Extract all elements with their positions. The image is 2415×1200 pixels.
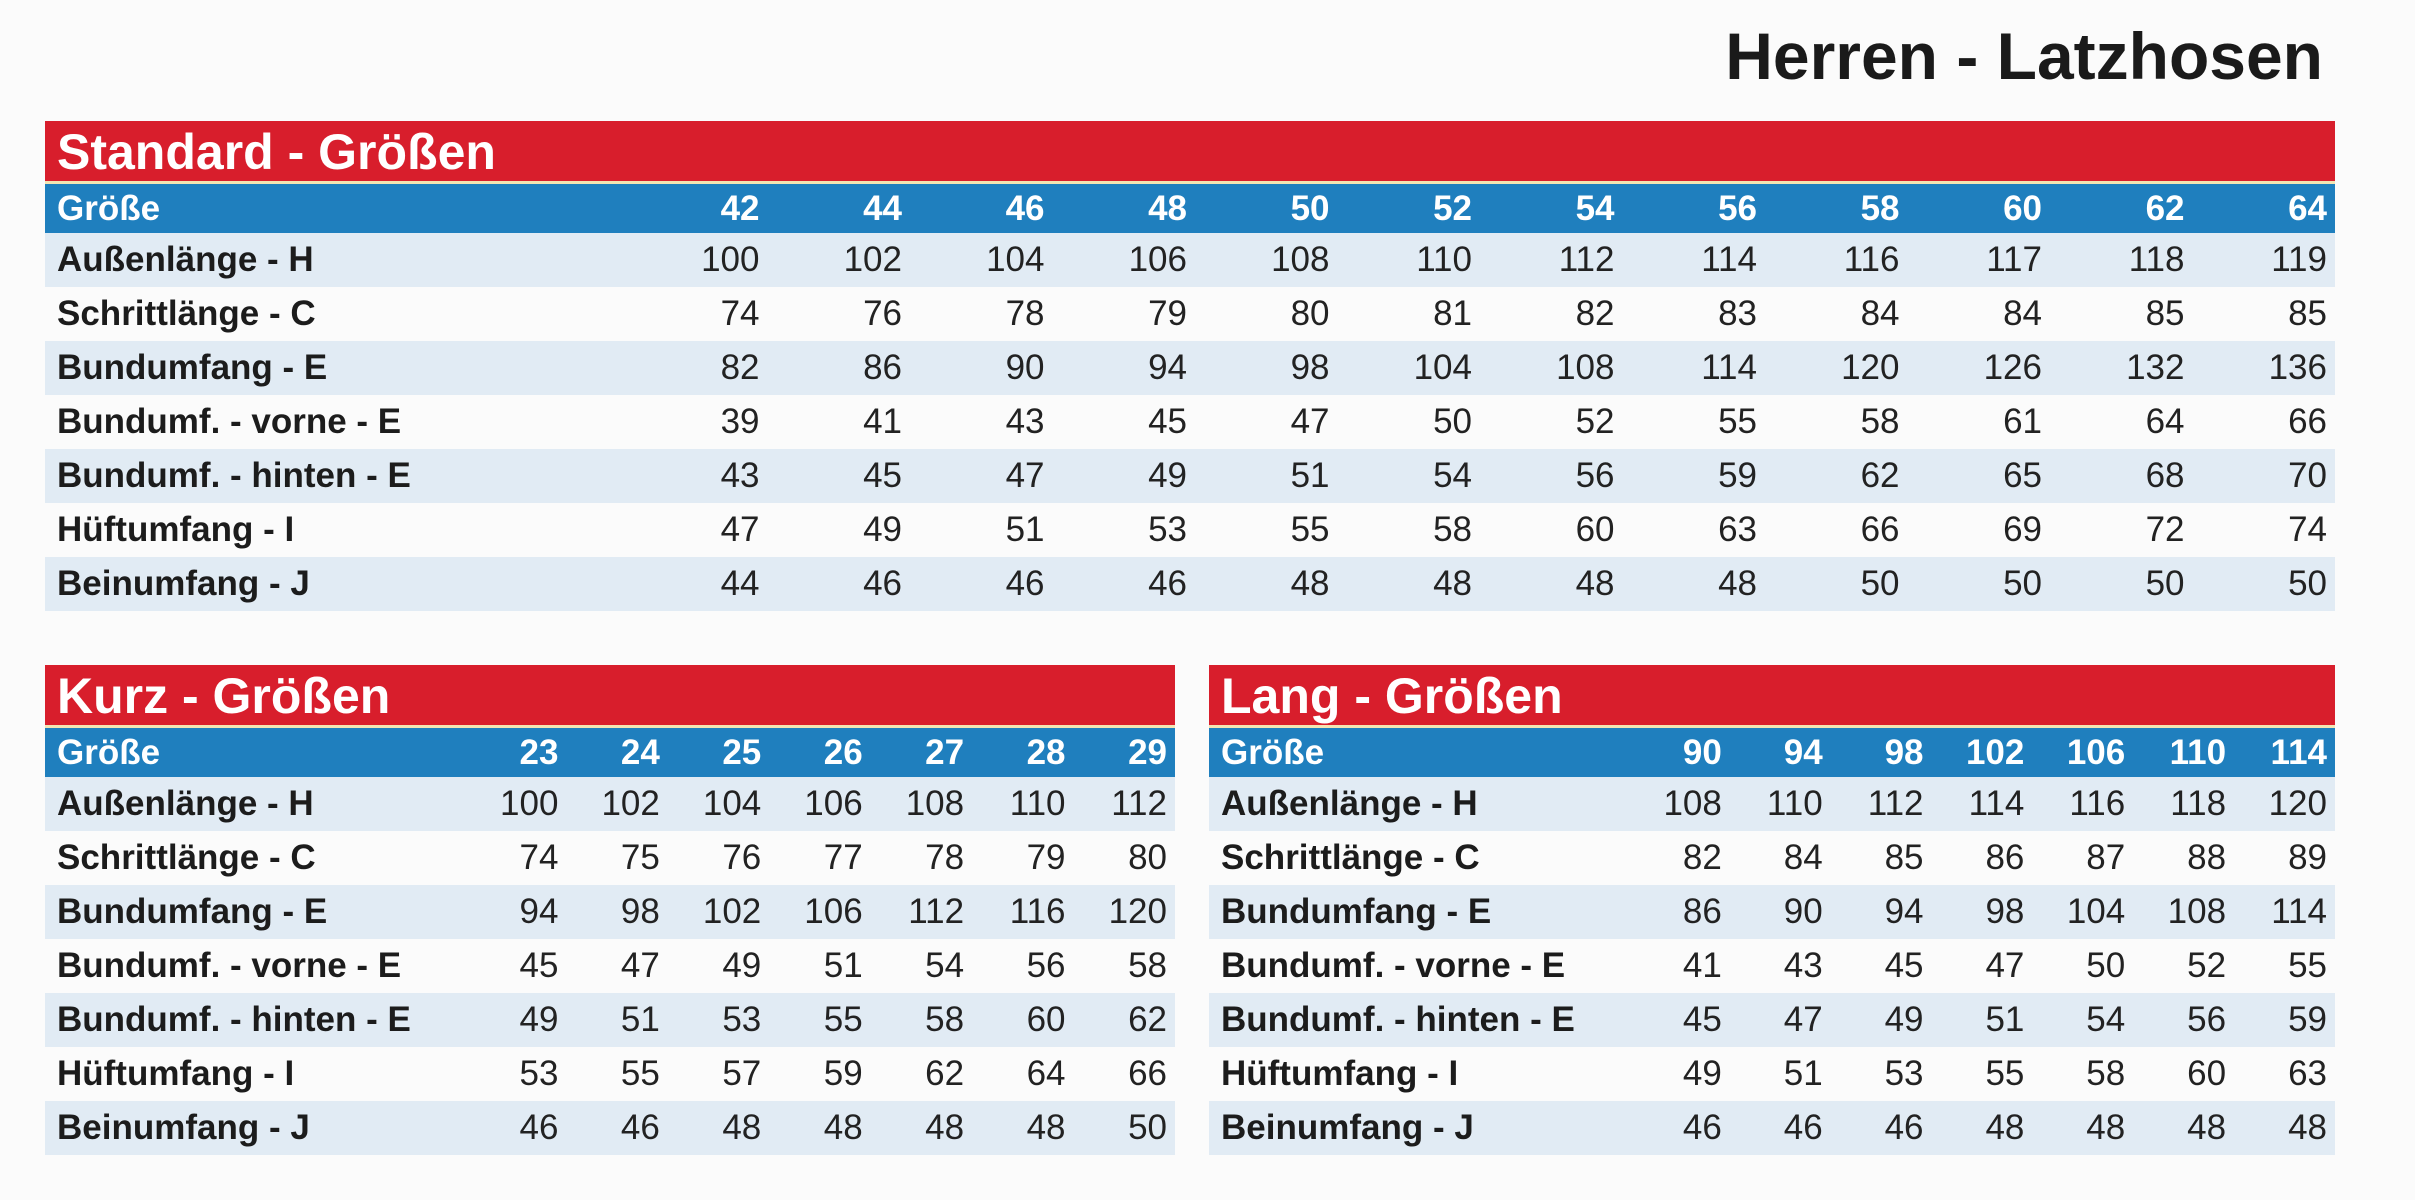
measurement-value: 84 <box>2003 294 2042 333</box>
measurement-value: 62 <box>1860 456 1900 495</box>
size-column-header: 24 <box>620 732 660 772</box>
measurement-value: 118 <box>2128 240 2185 279</box>
measurement-value: 69 <box>2003 510 2042 549</box>
measurement-value: 85 <box>2145 294 2185 333</box>
measurement-value: 70 <box>2288 456 2327 495</box>
measurement-value: 108 <box>2167 892 2227 931</box>
measurement-value: 51 <box>1290 456 1330 495</box>
measurement-label: Außenlänge - H <box>1221 784 1478 823</box>
measurement-label: Bundumf. - hinten - E <box>1221 1000 1575 1039</box>
size-column-header: 56 <box>1718 188 1757 228</box>
measurement-value: 114 <box>1701 240 1757 279</box>
measurement-value: 66 <box>2288 402 2327 441</box>
measurement-value: 52 <box>1575 402 1615 441</box>
measurement-value: 53 <box>1884 1054 1924 1093</box>
measurement-label: Beinumfang - J <box>57 1108 310 1147</box>
measurement-label: Außenlänge - H <box>57 240 314 279</box>
measurement-value: 120 <box>1841 348 1900 387</box>
table-row <box>45 831 1175 885</box>
measurement-label: Bundumf. - vorne - E <box>57 946 402 985</box>
measurement-value: 90 <box>1005 348 1045 387</box>
measurement-value: 86 <box>1985 838 2025 877</box>
measurement-value: 89 <box>2288 838 2327 877</box>
measurement-value: 117 <box>1986 240 2042 279</box>
measurement-value: 39 <box>720 402 760 441</box>
short-size-table <box>45 665 1175 1155</box>
table-heading: Lang - Größen <box>1209 665 2335 728</box>
measurement-value: 46 <box>620 1108 660 1147</box>
standard-size-table <box>45 121 2335 611</box>
size-grid <box>45 184 2335 611</box>
measurement-value: 74 <box>720 294 760 333</box>
measurement-value: 116 <box>1009 892 1066 931</box>
measurement-value: 48 <box>1575 564 1615 603</box>
measurement-value: 100 <box>500 784 559 823</box>
measurement-value: 82 <box>1682 838 1722 877</box>
measurement-value: 86 <box>1682 892 1722 931</box>
measurement-value: 104 <box>1413 348 1472 387</box>
measurement-value: 52 <box>2187 946 2227 985</box>
measurement-value: 119 <box>2271 240 2327 279</box>
measurement-label: Beinumfang - J <box>57 564 310 603</box>
measurement-label: Bundumf. - vorne - E <box>57 402 402 441</box>
measurement-value: 45 <box>1682 1000 1722 1039</box>
measurement-label: Schrittlänge - C <box>57 294 316 333</box>
size-column-header: 102 <box>1965 732 2025 772</box>
measurement-value: 61 <box>2003 402 2042 441</box>
measurement-value: 94 <box>519 892 559 931</box>
measurement-value: 60 <box>1575 510 1615 549</box>
table-heading: Kurz - Größen <box>45 665 1175 728</box>
measurement-value: 55 <box>1290 510 1330 549</box>
measurement-value: 46 <box>1682 1108 1722 1147</box>
table-row <box>1209 885 2335 939</box>
table-row <box>1209 1047 2335 1101</box>
measurement-value: 56 <box>1575 456 1615 495</box>
measurement-value: 58 <box>925 1000 965 1039</box>
measurement-value: 55 <box>823 1000 863 1039</box>
measurement-value: 51 <box>823 946 863 985</box>
measurement-value: 65 <box>2003 456 2042 495</box>
measurement-value: 48 <box>925 1108 965 1147</box>
measurement-value: 106 <box>1128 240 1187 279</box>
measurement-value: 132 <box>2126 348 2185 387</box>
table-row <box>45 233 2335 287</box>
measurement-value: 48 <box>722 1108 762 1147</box>
measurement-value: 49 <box>1884 1000 1924 1039</box>
measurement-value: 49 <box>863 510 902 549</box>
table-row <box>45 503 2335 557</box>
measurement-value: 116 <box>1843 240 1900 279</box>
measurement-value: 58 <box>1128 946 1167 985</box>
measurement-value: 48 <box>1433 564 1472 603</box>
measurement-value: 108 <box>1556 348 1615 387</box>
measurement-value: 49 <box>1148 456 1187 495</box>
measurement-value: 48 <box>2086 1108 2126 1147</box>
measurement-value: 55 <box>1985 1054 2025 1093</box>
size-header-label: Größe <box>57 732 161 772</box>
measurement-value: 76 <box>863 294 902 333</box>
measurement-value: 59 <box>823 1054 863 1093</box>
measurement-label: Hüftumfang - I <box>1221 1054 1459 1093</box>
measurement-value: 46 <box>1005 564 1045 603</box>
measurement-value: 78 <box>925 838 965 877</box>
measurement-value: 54 <box>2086 1000 2126 1039</box>
measurement-value: 84 <box>1783 838 1823 877</box>
measurement-label: Bundumf. - hinten - E <box>57 1000 411 1039</box>
measurement-label: Bundumfang - E <box>57 348 328 387</box>
measurement-value: 84 <box>1860 294 1900 333</box>
measurement-value: 48 <box>1290 564 1330 603</box>
table-row <box>1209 831 2335 885</box>
measurement-value: 114 <box>1701 348 1757 387</box>
measurement-value: 62 <box>1128 1000 1167 1039</box>
measurement-value: 45 <box>1884 946 1924 985</box>
measurement-label: Bundumfang - E <box>1221 892 1492 931</box>
table-row <box>45 885 1175 939</box>
measurement-value: 81 <box>1433 294 1472 333</box>
size-column-header: 27 <box>925 732 965 772</box>
measurement-value: 106 <box>804 892 863 931</box>
size-column-header: 62 <box>2145 188 2185 228</box>
table-row <box>1209 993 2335 1047</box>
table-heading: Standard - Größen <box>45 121 2335 184</box>
measurement-value: 85 <box>1884 838 1924 877</box>
measurement-value: 50 <box>2003 564 2042 603</box>
measurement-label: Hüftumfang - I <box>57 1054 295 1093</box>
measurement-value: 64 <box>2145 402 2185 441</box>
measurement-value: 112 <box>1111 784 1167 823</box>
measurement-value: 43 <box>1005 402 1045 441</box>
measurement-value: 50 <box>1433 402 1472 441</box>
size-column-header: 28 <box>1026 732 1066 772</box>
measurement-value: 102 <box>702 892 762 931</box>
size-grid <box>45 728 1175 1155</box>
size-column-header: 48 <box>1148 188 1187 228</box>
measurement-value: 46 <box>1884 1108 1924 1147</box>
measurement-value: 51 <box>1005 510 1045 549</box>
size-column-header: 106 <box>2066 732 2126 772</box>
measurement-value: 51 <box>1985 1000 2025 1039</box>
measurement-value: 45 <box>863 456 902 495</box>
page-title: Herren - Latzhosen <box>1725 19 2323 93</box>
table-row <box>45 993 1175 1047</box>
measurement-label: Beinumfang - J <box>1221 1108 1474 1147</box>
measurement-value: 47 <box>1985 946 2025 985</box>
measurement-value: 78 <box>1005 294 1045 333</box>
measurement-value: 98 <box>1290 348 1330 387</box>
table-row <box>1209 1101 2335 1155</box>
measurement-value: 47 <box>1783 1000 1823 1039</box>
measurement-value: 59 <box>1718 456 1757 495</box>
measurement-value: 88 <box>2187 838 2227 877</box>
measurement-value: 108 <box>1271 240 1330 279</box>
measurement-value: 57 <box>722 1054 762 1093</box>
measurement-value: 43 <box>1783 946 1823 985</box>
size-header-label: Größe <box>57 188 161 228</box>
measurement-value: 56 <box>2187 1000 2227 1039</box>
table-row <box>1209 777 2335 831</box>
size-header-label: Größe <box>1221 732 1325 772</box>
measurement-value: 98 <box>1985 892 2025 931</box>
measurement-label: Hüftumfang - I <box>57 510 295 549</box>
measurement-value: 79 <box>1148 294 1187 333</box>
measurement-value: 74 <box>519 838 559 877</box>
size-column-header: 94 <box>1783 732 1823 772</box>
measurement-value: 94 <box>1884 892 1924 931</box>
measurement-value: 41 <box>1682 946 1722 985</box>
measurement-value: 64 <box>1026 1054 1066 1093</box>
measurement-value: 46 <box>519 1108 559 1147</box>
table-row <box>45 939 1175 993</box>
table-row <box>45 557 2335 611</box>
size-column-header: 44 <box>863 188 902 228</box>
size-column-header: 90 <box>1682 732 1722 772</box>
measurement-value: 120 <box>2268 784 2327 823</box>
measurement-value: 68 <box>2145 456 2185 495</box>
size-column-header: 50 <box>1290 188 1330 228</box>
measurement-value: 104 <box>2066 892 2126 931</box>
size-column-header: 114 <box>2270 732 2327 772</box>
size-column-header: 23 <box>519 732 559 772</box>
measurement-value: 47 <box>1290 402 1330 441</box>
measurement-label: Schrittlänge - C <box>1221 838 1480 877</box>
measurement-value: 126 <box>1983 348 2042 387</box>
measurement-value: 46 <box>1148 564 1187 603</box>
measurement-value: 59 <box>2288 1000 2327 1039</box>
measurement-value: 55 <box>620 1054 660 1093</box>
measurement-value: 86 <box>863 348 902 387</box>
measurement-value: 62 <box>925 1054 965 1093</box>
measurement-value: 60 <box>2187 1054 2227 1093</box>
measurement-value: 104 <box>986 240 1045 279</box>
measurement-value: 54 <box>925 946 965 985</box>
measurement-value: 74 <box>2288 510 2327 549</box>
measurement-value: 63 <box>1718 510 1757 549</box>
measurement-value: 75 <box>620 838 660 877</box>
measurement-value: 50 <box>1128 1108 1167 1147</box>
measurement-value: 58 <box>1860 402 1900 441</box>
measurement-value: 53 <box>722 1000 762 1039</box>
measurement-value: 47 <box>720 510 760 549</box>
measurement-value: 43 <box>720 456 760 495</box>
measurement-value: 66 <box>1860 510 1900 549</box>
measurement-value: 55 <box>1718 402 1757 441</box>
size-column-header: 42 <box>720 188 760 228</box>
measurement-value: 98 <box>620 892 660 931</box>
header-row <box>45 728 1175 777</box>
measurement-value: 72 <box>2145 510 2185 549</box>
measurement-value: 55 <box>2288 946 2327 985</box>
measurement-value: 50 <box>1860 564 1900 603</box>
measurement-value: 90 <box>1783 892 1823 931</box>
measurement-value: 136 <box>2268 348 2327 387</box>
size-column-header: 54 <box>1575 188 1615 228</box>
measurement-value: 112 <box>1867 784 1924 823</box>
measurement-value: 116 <box>2069 784 2126 823</box>
measurement-value: 66 <box>1128 1054 1167 1093</box>
measurement-value: 106 <box>804 784 863 823</box>
measurement-value: 45 <box>1148 402 1187 441</box>
measurement-value: 48 <box>823 1108 863 1147</box>
size-column-header: 46 <box>1005 188 1045 228</box>
table-row <box>1209 939 2335 993</box>
measurement-value: 102 <box>601 784 660 823</box>
measurement-value: 120 <box>1108 892 1167 931</box>
measurement-label: Bundumf. - vorne - E <box>1221 946 1566 985</box>
measurement-value: 50 <box>2145 564 2185 603</box>
size-grid <box>1209 728 2335 1155</box>
measurement-value: 100 <box>701 240 760 279</box>
measurement-value: 48 <box>1985 1108 2025 1147</box>
measurement-value: 80 <box>1290 294 1330 333</box>
measurement-value: 110 <box>1009 784 1066 823</box>
measurement-value: 49 <box>519 1000 559 1039</box>
size-column-header: 110 <box>2169 732 2227 772</box>
measurement-value: 48 <box>2288 1108 2327 1147</box>
measurement-value: 46 <box>863 564 902 603</box>
size-column-header: 98 <box>1884 732 1924 772</box>
size-column-header: 58 <box>1860 188 1900 228</box>
measurement-value: 44 <box>720 564 760 603</box>
table-row <box>45 395 2335 449</box>
measurement-value: 77 <box>823 838 863 877</box>
measurement-value: 83 <box>1718 294 1757 333</box>
measurement-value: 112 <box>908 892 965 931</box>
measurement-value: 79 <box>1026 838 1066 877</box>
measurement-label: Bundumfang - E <box>57 892 328 931</box>
measurement-value: 58 <box>1433 510 1472 549</box>
size-column-header: 25 <box>722 732 762 772</box>
header-row <box>1209 728 2335 777</box>
table-row <box>45 449 2335 503</box>
measurement-value: 60 <box>1026 1000 1066 1039</box>
measurement-value: 47 <box>1005 456 1045 495</box>
table-row <box>45 287 2335 341</box>
measurement-value: 63 <box>2288 1054 2327 1093</box>
measurement-value: 50 <box>2086 946 2126 985</box>
measurement-value: 94 <box>1148 348 1187 387</box>
measurement-value: 87 <box>2086 838 2126 877</box>
size-column-header: 64 <box>2288 188 2327 228</box>
size-column-header: 52 <box>1433 188 1472 228</box>
measurement-value: 82 <box>720 348 760 387</box>
measurement-value: 108 <box>905 784 965 823</box>
measurement-value: 46 <box>1783 1108 1823 1147</box>
measurement-value: 49 <box>722 946 762 985</box>
measurement-value: 118 <box>2170 784 2227 823</box>
table-row <box>45 341 2335 395</box>
measurement-value: 58 <box>2086 1054 2126 1093</box>
measurement-value: 48 <box>1718 564 1757 603</box>
measurement-value: 56 <box>1026 946 1066 985</box>
measurement-value: 85 <box>2288 294 2327 333</box>
measurement-value: 53 <box>519 1054 559 1093</box>
measurement-value: 51 <box>1783 1054 1823 1093</box>
measurement-value: 51 <box>620 1000 660 1039</box>
measurement-label: Bundumf. - hinten - E <box>57 456 411 495</box>
measurement-value: 41 <box>863 402 902 441</box>
table-row <box>45 1101 1175 1155</box>
measurement-value: 102 <box>843 240 902 279</box>
measurement-label: Schrittlänge - C <box>57 838 316 877</box>
measurement-value: 47 <box>620 946 660 985</box>
header-row <box>45 184 2335 233</box>
size-column-header: 60 <box>2003 188 2042 228</box>
long-size-table <box>1209 665 2335 1155</box>
measurement-value: 49 <box>1682 1054 1722 1093</box>
measurement-value: 76 <box>722 838 762 877</box>
measurement-value: 50 <box>2288 564 2327 603</box>
measurement-value: 108 <box>1663 784 1722 823</box>
measurement-value: 45 <box>519 946 559 985</box>
size-column-header: 26 <box>823 732 863 772</box>
measurement-value: 114 <box>1968 784 2025 823</box>
measurement-value: 104 <box>702 784 762 823</box>
measurement-value: 48 <box>2187 1108 2227 1147</box>
measurement-value: 48 <box>1026 1108 1066 1147</box>
measurement-value: 114 <box>2271 892 2327 931</box>
measurement-value: 80 <box>1128 838 1167 877</box>
size-column-header: 29 <box>1128 732 1167 772</box>
measurement-value: 110 <box>1766 784 1823 823</box>
table-row <box>45 777 1175 831</box>
measurement-value: 82 <box>1575 294 1615 333</box>
measurement-value: 112 <box>1558 240 1615 279</box>
measurement-value: 53 <box>1148 510 1187 549</box>
measurement-label: Außenlänge - H <box>57 784 314 823</box>
measurement-value: 54 <box>1433 456 1472 495</box>
measurement-value: 110 <box>1416 240 1472 279</box>
table-row <box>45 1047 1175 1101</box>
